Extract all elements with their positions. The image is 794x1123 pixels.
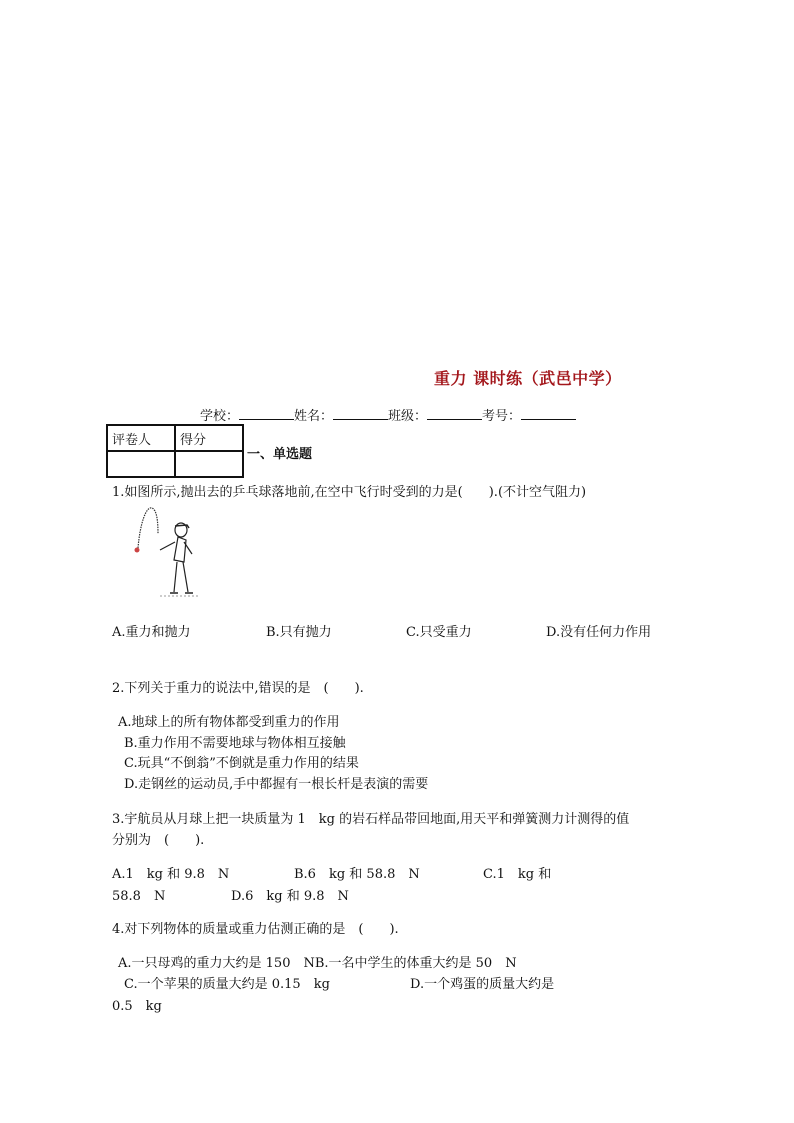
question-1-stem: 1.如图所示,抛出去的乒乓球落地前,在空中飞行时受到的力是( ).(不计空气阻力) (112, 485, 587, 500)
question-3-stem-line1: 3.宇航员从月球上把一块质量为 1 kg 的岩石样品带回地面,用天平和弹簧测力计测得的值 (112, 812, 630, 827)
q3-option-b: B.6 kg 和 58.8 N (294, 867, 420, 882)
q1-option-a: A.重力和抛力 (112, 625, 191, 640)
q3-option-a: A.1 kg 和 9.8 N (112, 867, 230, 882)
school-label: 学校： (200, 409, 240, 424)
exam-no-label: 考号： (482, 409, 522, 424)
grader-header: 评卷人 (107, 425, 175, 451)
class-blank (427, 407, 482, 420)
q1-option-d: D.没有任何力作用 (546, 625, 652, 640)
q2-option-a: A.地球上的所有物体都受到重力的作用 (118, 715, 340, 730)
q4-option-a-b: A.一只母鸡的重力大约是 150 NB.一名中学生的体重大约是 50 N (118, 956, 517, 971)
ping-pong-thrower-figure (130, 502, 210, 600)
school-blank (239, 407, 294, 420)
q4-option-c: C.一个苹果的质量大约是 0.15 kg (124, 977, 330, 992)
class-label: 班级： (388, 409, 428, 424)
q2-option-c: C.玩具“不倒翁”不倒就是重力作用的结果 (124, 756, 359, 771)
score-table (106, 424, 244, 478)
exam-no-blank (521, 407, 576, 420)
name-label: 姓名： (294, 409, 334, 424)
score-cell (175, 451, 243, 477)
score-header: 得分 (175, 425, 243, 451)
q4-option-d-continued: 0.5 kg (112, 999, 162, 1014)
q3-option-c-continued: 58.8 N (112, 889, 166, 904)
grader-cell (107, 451, 175, 477)
question-2-stem: 2.下列关于重力的说法中,错误的是 ( ). (112, 681, 364, 696)
section-title: 一、单选题 (247, 447, 313, 462)
page-title: 重力 课时练（武邑中学） (434, 369, 622, 388)
name-blank (333, 407, 388, 420)
q2-option-d: D.走钢丝的运动员,手中都握有一根长杆是表演的需要 (124, 777, 429, 792)
q3-option-d: D.6 kg 和 9.8 N (231, 889, 349, 904)
question-4-stem: 4.对下列物体的质量或重力估测正确的是 ( ). (112, 922, 399, 937)
q1-option-b: B.只有抛力 (266, 625, 332, 640)
student-info-line (200, 405, 576, 424)
q4-option-d: D.一个鸡蛋的质量大约是 (410, 977, 555, 992)
q2-option-b: B.重力作用不需要地球与物体相互接触 (124, 736, 346, 751)
q3-option-c: C.1 kg 和 (483, 867, 552, 882)
question-3-stem-line2: 分别为 ( ). (112, 833, 205, 848)
q1-option-c: C.只受重力 (406, 625, 472, 640)
